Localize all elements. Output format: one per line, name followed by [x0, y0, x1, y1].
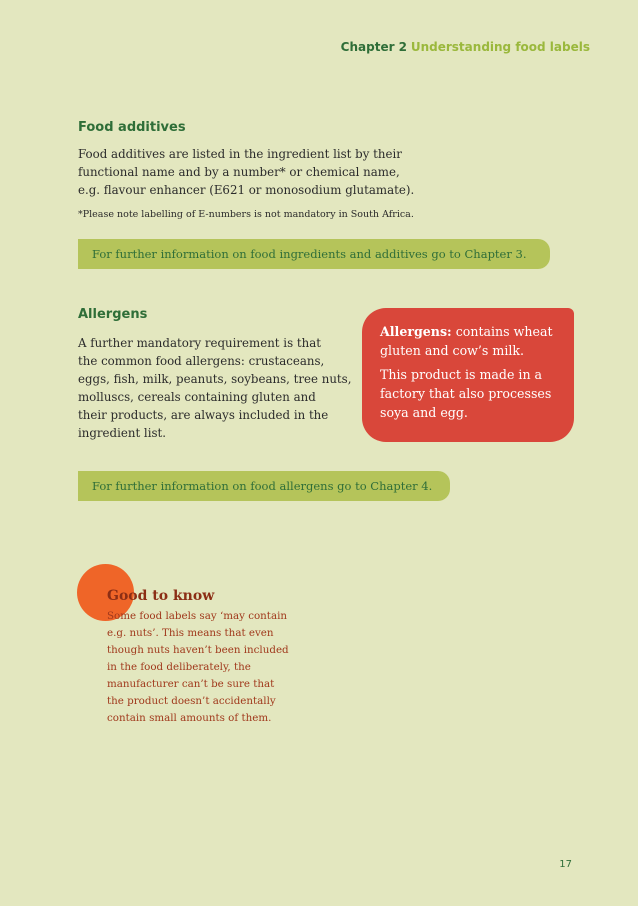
additives-line: functional name and by a number* or chemical name,: [78, 165, 400, 179]
good-to-know-line: though nuts haven’t been included: [107, 644, 289, 656]
allergen-warning-line: This product is made in a: [380, 367, 543, 382]
running-header: [341, 40, 590, 54]
e-numbers-note: *Please note labelling of E-numbers is not mandatory in South Africa.: [78, 209, 414, 220]
good-to-know-line: the product doesn’t accidentally: [107, 695, 276, 707]
good-to-know-line: Some food labels say ‘may contain: [107, 610, 288, 622]
food-additives-heading: Food additives: [78, 120, 186, 135]
additives-info-bar: For further information on food ingredients and additives go to Chapter 3.: [78, 239, 550, 269]
allergen-label-example: [362, 308, 574, 442]
page-number: 17: [559, 859, 572, 870]
allergens-heading: Allergens: [78, 307, 148, 322]
chapter-title: Understanding food labels: [410, 40, 590, 54]
allergens-line: eggs, fish, milk, peanuts, soybeans, tree nuts,: [78, 372, 352, 386]
additives-line: e.g. flavour enhancer (E621 or monosodium glutamate).: [78, 183, 415, 197]
allergens-info-bar: For further information on food allergens go to Chapter 4.: [78, 471, 450, 501]
allergen-label-strong: Allergens:: [380, 324, 452, 339]
allergens-line: the common food allergens: crustaceans,: [78, 354, 325, 368]
allergen-warning-line: factory that also processes: [380, 386, 552, 401]
good-to-know-line: manufacturer can’t be sure that: [107, 678, 275, 690]
good-to-know-line: e.g. nuts’. This means that even: [107, 627, 274, 639]
good-to-know-text: [107, 608, 289, 727]
chapter-number: Chapter 2: [340, 40, 408, 54]
allergens-line: ingredient list.: [78, 426, 167, 440]
allergens-line: molluscs, cereals containing gluten and: [78, 390, 316, 404]
allergens-line: A further mandatory requirement is that: [78, 336, 321, 350]
allergen-warning-line: soya and egg.: [380, 405, 468, 420]
allergen-label-line: [380, 322, 560, 341]
food-additives-text: [78, 145, 414, 199]
allergens-line: their products, are always included in the: [78, 408, 329, 422]
allergen-label-line: gluten and cow’s milk.: [380, 343, 525, 358]
allergen-label-rest: contains wheat: [451, 324, 553, 339]
allergen-label-warning: [380, 365, 560, 422]
additives-line: Food additives are listed in the ingredient list by their: [78, 147, 402, 161]
good-to-know-line: in the food deliberately, the: [107, 661, 251, 673]
allergens-text: [78, 334, 351, 442]
good-to-know-line: contain small amounts of them.: [107, 712, 272, 724]
good-to-know-heading: Good to know: [107, 588, 215, 604]
